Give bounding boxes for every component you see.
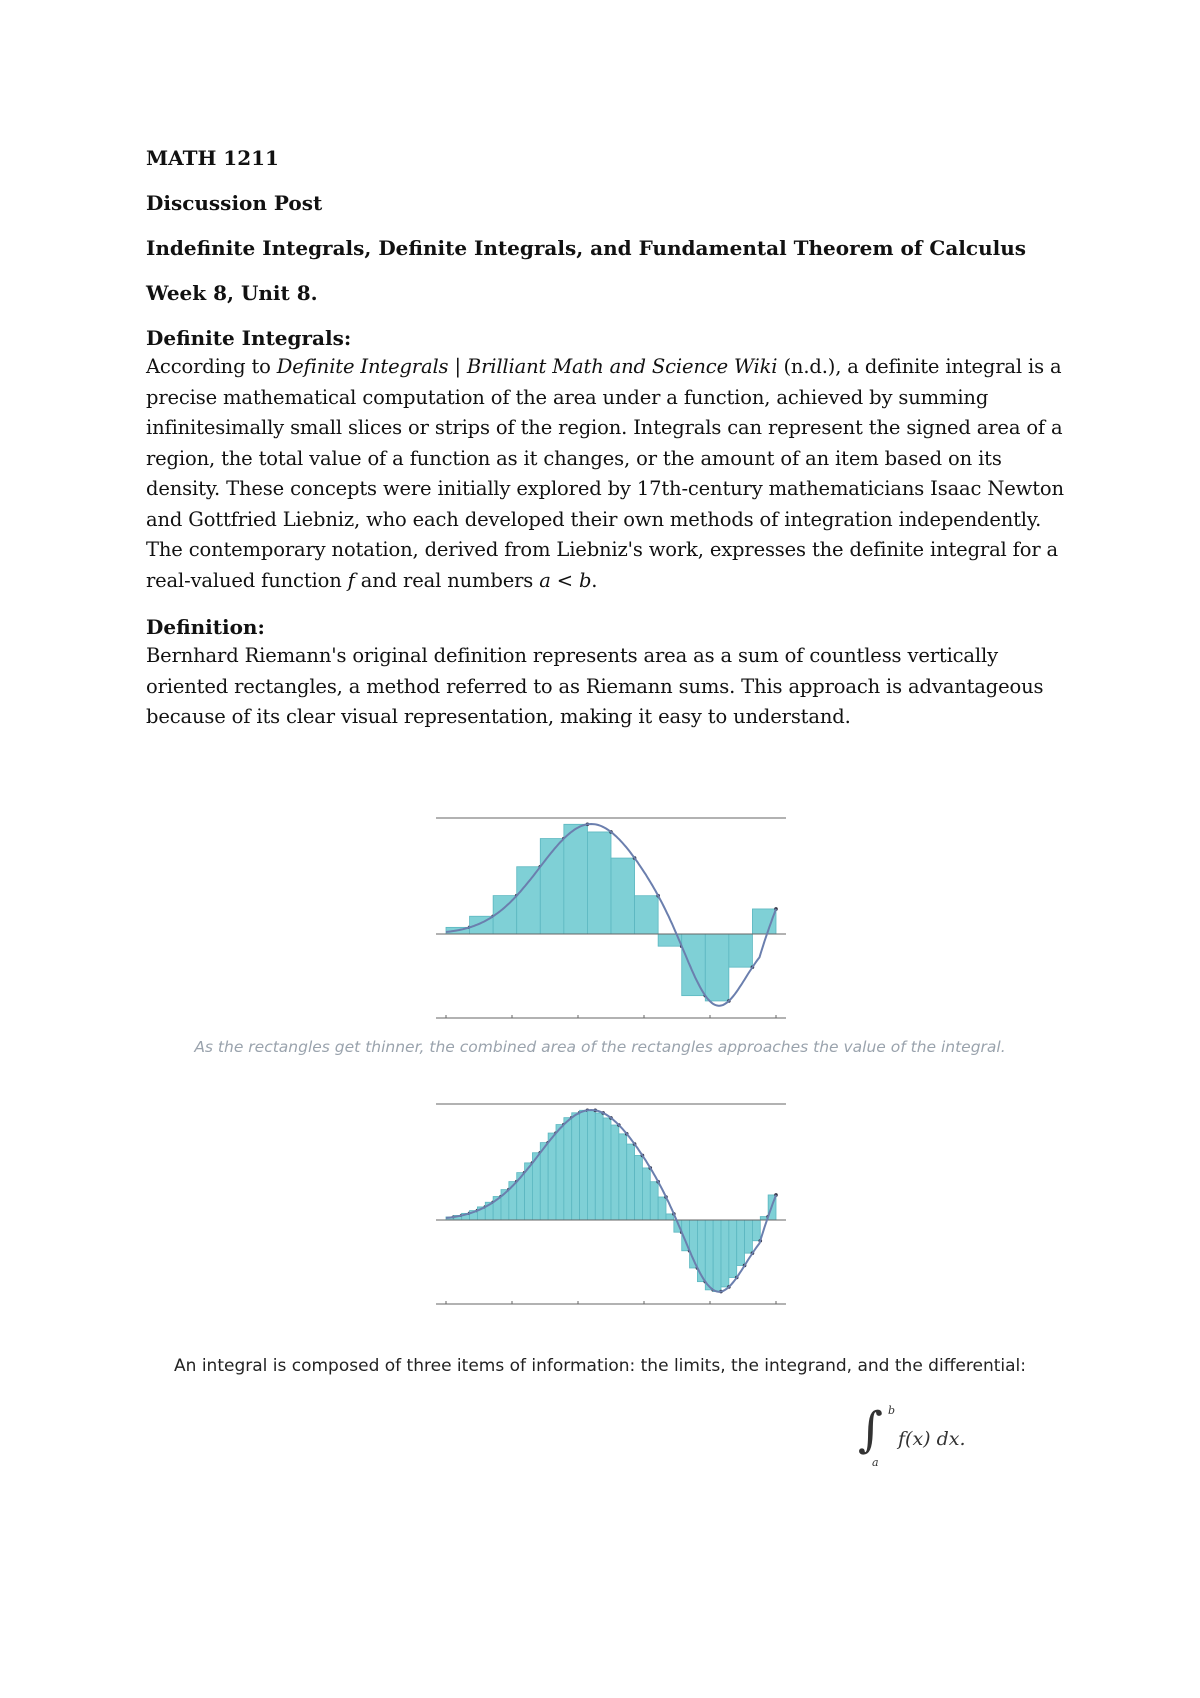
post-type: Discussion Post — [146, 191, 323, 215]
riemann-rect — [517, 867, 541, 934]
definition-paragraph: Bernhard Riemann's original definition represents area as a sum of countless vertically oriented rectangles, a method referred to as Riemann sums. This approach is advantageous because of its clear visual representation, making it easy to understand. — [146, 644, 1044, 728]
riemann-rect — [752, 909, 776, 934]
riemann-rect — [540, 1143, 548, 1220]
source-citation: Definite Integrals | Brilliant Math and Science Wiki — [276, 355, 778, 378]
riemann-rect — [635, 1155, 643, 1220]
riemann-rect — [587, 832, 611, 934]
riemann-rect — [572, 1113, 580, 1220]
riemann-rect — [745, 1220, 753, 1253]
integral-intro-text: An integral is composed of three items of information: the limits, the integrand, and the differential: — [174, 1356, 1026, 1376]
riemann-rect — [611, 858, 635, 934]
riemann-rect — [697, 1220, 705, 1282]
document-body — [146, 144, 1066, 733]
riemann-rect — [564, 1118, 572, 1220]
riemann-rect — [595, 1113, 603, 1220]
riemann-rect — [658, 1197, 666, 1220]
course-code: MATH 1211 — [146, 146, 279, 170]
riemann-rect — [752, 1220, 760, 1241]
riemann-rect — [713, 1220, 721, 1292]
riemann-sum-coarse-figure — [436, 806, 786, 1028]
riemann-rect — [580, 1110, 588, 1220]
figure-caption: As the rectangles get thinner, the combined area of the rectangles approaches the value of the integral. — [194, 1038, 1006, 1056]
riemann-rect — [682, 934, 706, 996]
riemann-rect — [556, 1125, 564, 1220]
riemann-rect — [603, 1118, 611, 1220]
integral-formula — [858, 1404, 988, 1474]
definite-integrals-heading: Definite Integrals: — [146, 326, 352, 350]
riemann-sum-fine-figure — [436, 1092, 786, 1314]
riemann-rect — [650, 1182, 658, 1220]
topic-title: Indefinite Integrals, Definite Integrals, and Fundamental Theorem of Calculus — [146, 236, 1027, 260]
riemann-rect — [548, 1133, 556, 1220]
riemann-rect — [611, 1125, 619, 1220]
riemann-rect — [705, 1220, 713, 1290]
riemann-rect — [705, 934, 729, 1001]
riemann-rect — [729, 1220, 737, 1278]
week-label: Week 8, Unit 8. — [146, 281, 318, 305]
integral-sign-icon: ∫ — [858, 1402, 884, 1458]
riemann-rect — [721, 1220, 729, 1287]
riemann-rect — [627, 1144, 635, 1220]
riemann-rect — [729, 934, 753, 967]
riemann-rect — [587, 1110, 595, 1220]
lower-limit: a — [872, 1456, 879, 1469]
upper-limit: b — [888, 1404, 896, 1417]
integrand: f(x) dx. — [898, 1428, 966, 1450]
riemann-rect — [642, 1168, 650, 1220]
definition-heading: Definition: — [146, 615, 265, 639]
riemann-rect — [737, 1220, 745, 1265]
riemann-rect — [564, 824, 588, 934]
riemann-rect — [635, 896, 659, 934]
riemann-rect — [619, 1134, 627, 1220]
definite-integrals-paragraph: According to Definite Integrals | Brilliant Math and Science Wiki (n.d.), a definite integral is a precise mathematical computation of the area under a function, achieved by summing infinitesimally small slices or strips of the region. Integrals can represent the signed area of a region, the total value of a function as it changes, or the amount of an item based on its density. These concepts were initially explored by 17th-century mathematicians Isaac Newton and Gottfried Liebniz, who each developed their own methods of integration independently. The contemporary notation, derived from Liebniz's work, expresses the definite integral for a real-valued function f and real numbers a < b. — [146, 355, 1064, 592]
